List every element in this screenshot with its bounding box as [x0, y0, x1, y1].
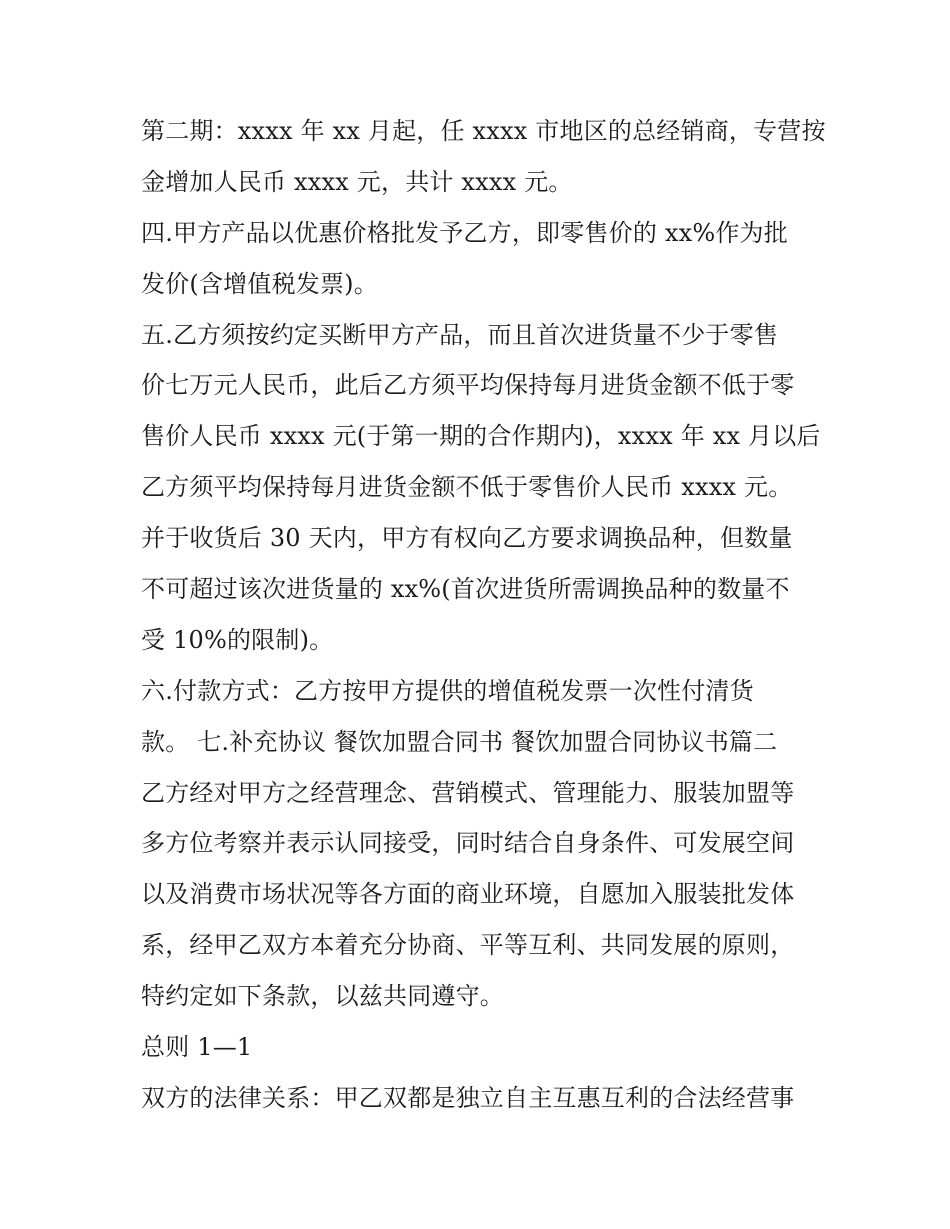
text-line: 特约定如下条款，以兹共同遵守。 — [141, 982, 504, 1011]
text-line: 乙方经对甲方之经营理念、营销模式、管理能力、服装加盟等 — [141, 778, 795, 807]
text-line: 发价(含增值税发票)。 — [141, 269, 378, 298]
text-line: 价七万元人民币，此后乙方须平均保持每月进货金额不低于零 — [141, 371, 795, 400]
text-line: 乙方须平均保持每月进货金额不低于零售价人民币 xxxx 元。 — [141, 473, 793, 502]
text-line: 六.付款方式：乙方按甲方提供的增值税发票一次性付清货 — [141, 676, 754, 705]
text-line: 不可超过该次进货量的 xx%(首次进货所需调换品种的数量不 — [141, 575, 790, 604]
text-line: 并于收货后 30 天内，甲方有权向乙方要求调换品种，但数量 — [141, 524, 793, 553]
text-line: 款。 七.补充协议 餐饮加盟合同书 餐饮加盟合同协议书篇二 — [141, 727, 778, 756]
document-body — [141, 106, 826, 1124]
text-line: 五.乙方须按约定买断甲方产品，而且首次进货量不少于零售 — [141, 320, 779, 349]
text-line: 双方的法律关系：甲乙双都是独立自主互惠互利的合法经营事 — [141, 1083, 795, 1112]
text-line: 第二期：xxxx 年 xx 月起，任 xxxx 市地区的总经销商，专营按 — [141, 117, 826, 145]
text-line: 以及消费市场状况等各方面的商业环境，自愿加入服装批发体 — [141, 880, 795, 909]
text-line: 四.甲方产品以优惠价格批发予乙方，即零售价的 xx%作为批 — [141, 218, 788, 247]
section-heading: 总则 1—1 — [141, 1033, 253, 1062]
text-line: 售价人民币 xxxx 元(于第一期的合作期内)，xxxx 年 xx 月以后 — [141, 422, 821, 451]
text-line: 受 10%的限制)。 — [141, 625, 334, 654]
text-line: 金增加人民币 xxxx 元，共计 xxxx 元。 — [141, 167, 573, 196]
text-line: 多方位考察并表示认同接受，同时结合自身条件、可发展空间 — [141, 829, 795, 858]
text-line: 系，经甲乙双方本着充分协商、平等互利、共同发展的原则， — [141, 931, 795, 960]
